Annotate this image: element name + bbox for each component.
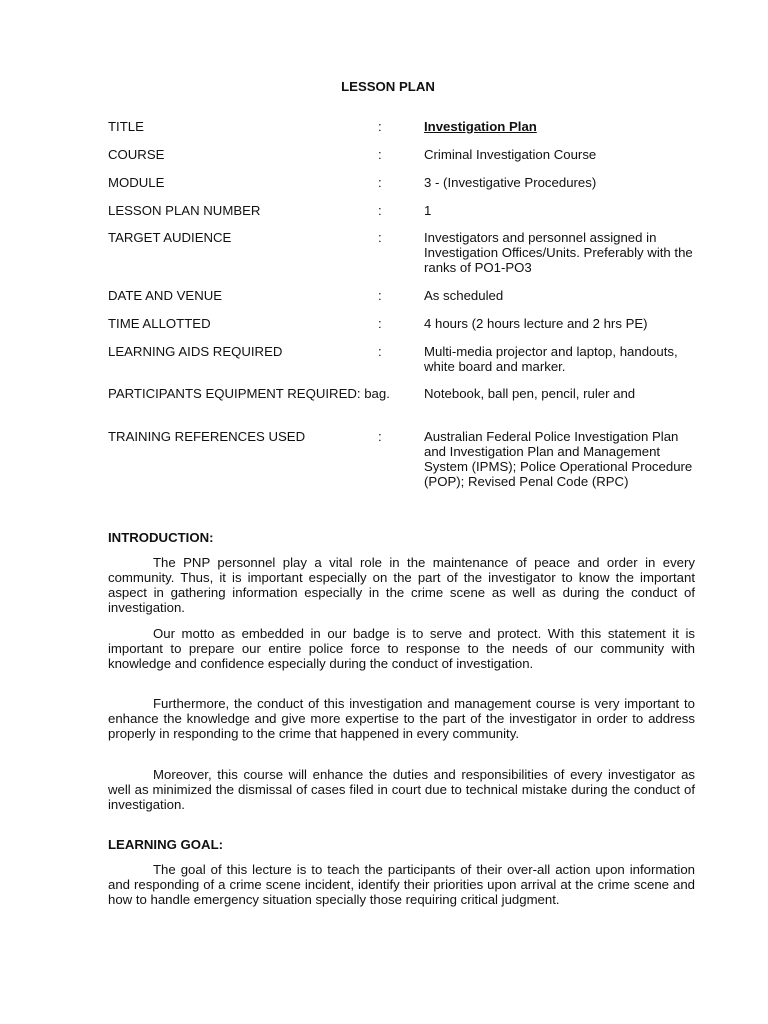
row-label: LEARNING AIDS REQUIRED <box>108 344 283 359</box>
row-label: TIME ALLOTTED <box>108 316 211 331</box>
row-value: Multi-media projector and laptop, handouts, white board and marker. <box>424 344 678 374</box>
row-value: 4 hours (2 hours lecture and 2 hrs PE) <box>424 316 648 331</box>
row-colon: : <box>378 344 382 359</box>
row-label: TRAINING REFERENCES USED <box>108 429 306 444</box>
introduction-paragraph: Furthermore, the conduct of this investigation and management course is very important to enhance the knowledge and give more expertise to the part of the investigator in order to address properly in responding to the crime that happened in every community. <box>108 696 695 741</box>
row-label: DATE AND VENUE <box>108 288 223 303</box>
learning-goal-paragraph: The goal of this lecture is to teach the participants of their over-all action upon information and responding of a crime scene incident, identify their priorities upon arrival at the crime scene and how to handle emergency situation specially those requiring critical judgment. <box>108 862 695 907</box>
row-colon: : <box>378 429 382 444</box>
row-value: Australian Federal Police Investigation Plan and Investigation Plan and Management System (IPMS); Police Operational Procedure (POP); Revised Penal Code (RPC) <box>424 429 693 489</box>
row-colon: : <box>378 147 382 162</box>
row-colon: : <box>378 203 382 218</box>
row-value: Investigators and personnel assigned in Investigation Offices/Units. Preferably with the ranks of PO1-PO3 <box>424 230 693 275</box>
row-colon: : <box>378 119 382 134</box>
learning-goal-heading: LEARNING GOAL: <box>108 837 224 852</box>
introduction-heading: INTRODUCTION: <box>108 530 214 545</box>
row-colon: : <box>378 316 382 331</box>
introduction-paragraph: Moreover, this course will enhance the duties and responsibilities of every investigator as well as minimized the dismissal of cases filed in court due to technical mistake during the conduct of investigation. <box>108 767 695 812</box>
row-label: LESSON PLAN NUMBER <box>108 203 261 218</box>
row-value: 1 <box>424 203 432 218</box>
row-value: 3 - (Investigative Procedures) <box>424 175 597 190</box>
row-colon: : <box>378 288 382 303</box>
row-label: TARGET AUDIENCE <box>108 230 232 245</box>
row-colon: : <box>378 175 382 190</box>
row-label: PARTICIPANTS EQUIPMENT REQUIRED: bag. <box>108 386 390 401</box>
row-label: MODULE <box>108 175 165 190</box>
row-value: Notebook, ball pen, pencil, ruler and <box>424 386 636 401</box>
row-colon: : <box>378 230 382 245</box>
row-value: As scheduled <box>424 288 504 303</box>
introduction-paragraph: Our motto as embedded in our badge is to serve and protect. With this statement it is important to prepare our entire police force to response to the needs of our community with knowledge and confidence especially during the conduct of investigation. <box>108 626 695 671</box>
row-value: Investigation Plan <box>424 119 537 134</box>
row-label: COURSE <box>108 147 165 162</box>
introduction-paragraph: The PNP personnel play a vital role in the maintenance of peace and order in every community. Thus, it is important especially on the part of the investigator to know the important aspect in gathering information especially in the crime scene as well as during the conduct of investigation. <box>108 555 695 615</box>
document-title: LESSON PLAN <box>341 79 435 94</box>
row-value: Criminal Investigation Course <box>424 147 597 162</box>
row-label: TITLE <box>108 119 144 134</box>
